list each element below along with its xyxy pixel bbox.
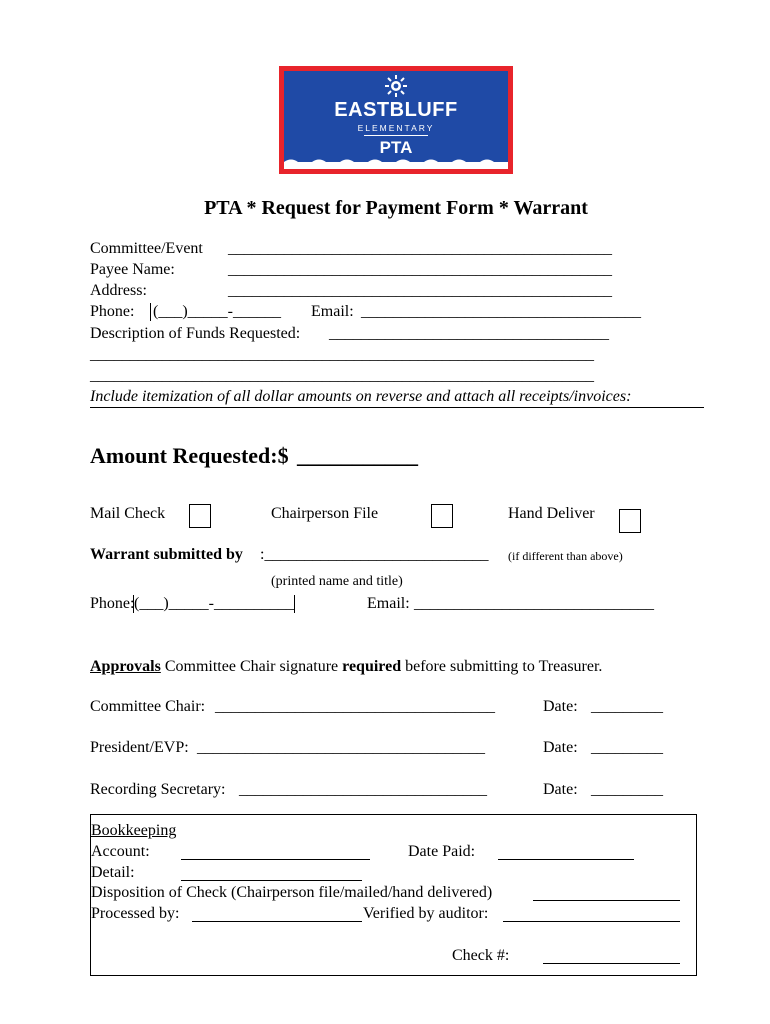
committee-chair-label: Committee Chair:: [90, 698, 206, 715]
address-field[interactable]: ________________________________________________: [228, 282, 612, 299]
printed-name-hint: (printed name and title): [271, 574, 403, 589]
recording-secretary-signature-field[interactable]: _______________________________: [239, 781, 487, 798]
warrant-field[interactable]: :____________________________: [260, 546, 489, 563]
account-field[interactable]: [181, 859, 370, 860]
date-paid-label: Date Paid:: [408, 843, 476, 860]
president-date-field[interactable]: _________: [591, 739, 663, 756]
president-label: President/EVP:: [90, 739, 189, 756]
date-paid-field[interactable]: [498, 859, 634, 860]
committee-chair-date-label: Date:: [543, 698, 578, 715]
bookkeeping-heading: Bookkeeping: [91, 822, 177, 839]
check-number-label: Check #:: [452, 947, 510, 964]
chairperson-file-label: Chairperson File: [271, 505, 379, 522]
description-field[interactable]: ___________________________________: [329, 325, 609, 342]
payee-label: Payee Name:: [90, 261, 175, 278]
warrant-label: Warrant submitted by: [90, 546, 243, 563]
amount-field[interactable]: ___________: [297, 443, 418, 468]
verified-by-label: Verified by auditor:: [363, 905, 489, 922]
approvals-heading: Approvals: [90, 658, 161, 675]
chairperson-file-checkbox[interactable]: [431, 504, 453, 528]
committee-field[interactable]: ________________________________________________: [228, 240, 612, 257]
sun-icon: [384, 74, 408, 98]
processed-by-label: Processed by:: [91, 905, 180, 922]
amount-label: Amount Requested:$: [90, 443, 289, 468]
warrant-note: (if different than above): [508, 549, 623, 563]
email-label: Email:: [311, 303, 354, 320]
form-title: PTA * Request for Payment Form * Warrant: [204, 197, 588, 219]
logo-school-name: EASTBLUFF: [334, 99, 458, 121]
warrant-phone-field[interactable]: (___)_____-__________: [134, 595, 294, 612]
approvals-text-2: before submitting to Treasurer.: [401, 658, 603, 675]
recording-secretary-date-field[interactable]: _________: [591, 781, 663, 798]
school-logo: [279, 66, 513, 174]
logo-school-type: ELEMENTARY: [357, 123, 435, 133]
committee-chair-date-field[interactable]: _________: [591, 698, 663, 715]
disposition-field[interactable]: [533, 900, 680, 901]
verified-by-field[interactable]: [503, 921, 680, 922]
phone-field[interactable]: (___)_____-______: [150, 303, 281, 321]
recording-secretary-date-label: Date:: [543, 781, 578, 798]
processed-by-field[interactable]: [192, 921, 362, 922]
description-line-3[interactable]: _______________________________________________________________: [90, 367, 594, 384]
detail-field[interactable]: [181, 880, 362, 881]
waves-icon: [284, 157, 508, 169]
logo-pta-text: PTA: [379, 138, 413, 157]
committee-label: Committee/Event: [90, 240, 203, 257]
email-field[interactable]: ___________________________________: [361, 303, 641, 320]
president-signature-field[interactable]: ____________________________________: [197, 739, 485, 756]
itemization-note: Include itemization of all dollar amounts on reverse and attach all receipts/invoices:: [90, 388, 632, 405]
warrant-email-label: Email:: [367, 595, 410, 612]
description-line-2[interactable]: _______________________________________________________________: [90, 346, 594, 363]
phone-label: Phone:: [90, 303, 135, 320]
approvals-sentence: [90, 658, 602, 676]
approvals-required: required: [342, 658, 402, 675]
mail-check-checkbox[interactable]: [189, 504, 211, 528]
hand-deliver-checkbox[interactable]: [619, 509, 641, 533]
section-divider: [90, 407, 704, 408]
detail-label: Detail:: [91, 864, 135, 881]
recording-secretary-label: Recording Secretary:: [90, 781, 226, 798]
committee-chair-signature-field[interactable]: ___________________________________: [215, 698, 495, 715]
warrant-email-field[interactable]: ______________________________: [414, 595, 654, 612]
check-number-field[interactable]: [543, 963, 680, 964]
approvals-text-1: Committee Chair signature: [160, 658, 343, 675]
president-date-label: Date:: [543, 739, 578, 756]
logo-field: [284, 71, 508, 169]
warrant-phone-label: Phone:: [90, 595, 135, 612]
address-label: Address:: [90, 282, 147, 299]
description-label: Description of Funds Requested:: [90, 325, 301, 342]
mail-check-label: Mail Check: [90, 505, 166, 522]
account-label: Account:: [91, 843, 150, 860]
logo-divider: [364, 135, 428, 136]
payee-field[interactable]: ________________________________________________: [228, 261, 612, 278]
disposition-label: Disposition of Check (Chairperson file/mailed/hand delivered): [91, 884, 493, 901]
hand-deliver-label: Hand Deliver: [508, 505, 595, 522]
